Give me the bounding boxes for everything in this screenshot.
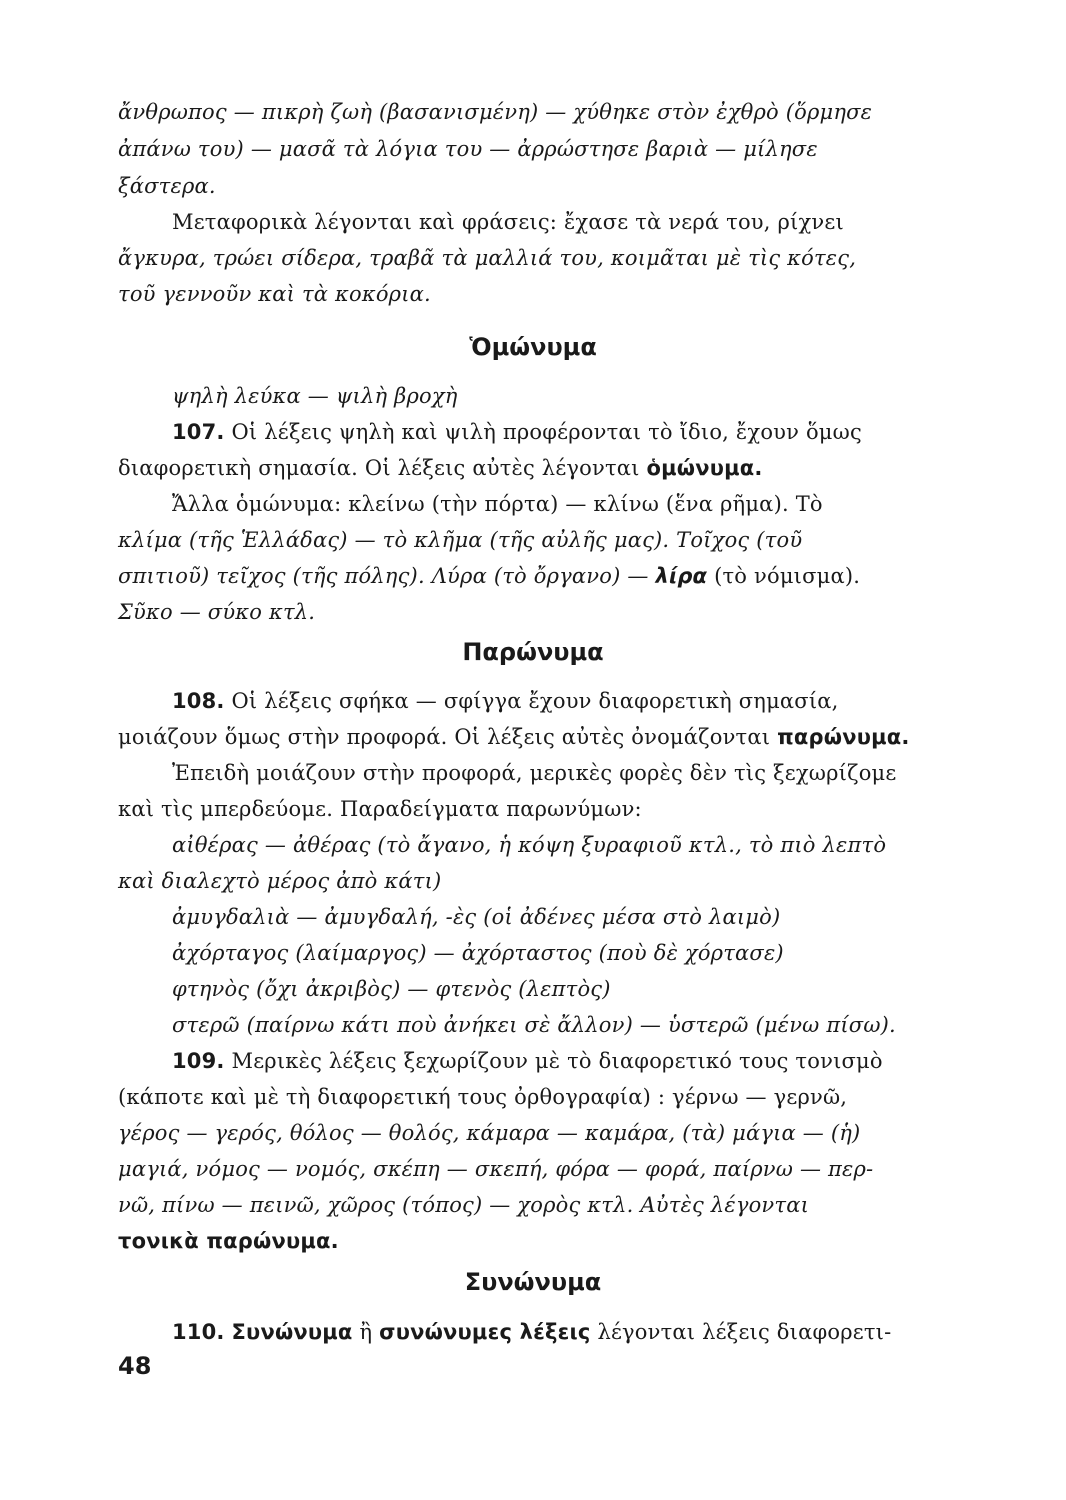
text-line: ἀπάνω του) — μασᾶ τὰ λόγια του — ἀρρώστησε βαριὰ — μίλησε: [118, 137, 818, 161]
paragraph-108-line: [118, 722, 938, 752]
example-line: αἰθέρας — ἀθέρας (τὸ ἄγανο, ἡ κόψη ξυραφιοῦ κτλ., τὸ πιὸ λεπτὸ: [172, 833, 887, 857]
paragraph-107-line: [118, 453, 938, 483]
paragraph-108-line: [172, 686, 992, 716]
term-synonymous-words: συνώνυμες λέξεις: [379, 1320, 591, 1344]
paragraph-109-line: [118, 1226, 938, 1256]
text-line: ἄνθρωπος — πικρὴ ζωὴ (βασανισμένη) — χύθηκε στὸν ἐχθρὸ (ὅρμησε: [118, 100, 873, 124]
example-line: ψηλὴ λεύκα — ψιλὴ βροχὴ: [172, 384, 458, 408]
text-line: ξάστερα.: [118, 174, 216, 198]
section-heading-paronyms: Παρώνυμα: [462, 638, 604, 666]
text-span: Οἱ λέξεις ψηλὴ καὶ ψιλὴ προφέρονται τὸ ἴδιο, ἔχουν ὅμως: [231, 420, 862, 444]
paragraph-107-line: [172, 417, 992, 447]
paragraph-109-line: μαγιά, νόμος — νομός, σκέπη — σκεπή, φόρα — φορά, παίρνω — περ-: [118, 1157, 874, 1181]
paragraph-number: 109.: [172, 1049, 225, 1073]
text-span: ἢ: [359, 1320, 373, 1344]
example-line: ἀμυγδαλιὰ — ἀμυγδαλή, -ὲς (οἱ ἀδένες μέσα στὸ λαιμὸ): [172, 905, 781, 929]
text-span: σπιτιοῦ) τεῖχος (τῆς πόλης). Λύρα (τὸ ὄργανο) —: [118, 564, 649, 588]
text-line: καὶ τὶς μπερδεύομε. Παραδείγματα παρωνύμων:: [118, 797, 642, 821]
text-line: Ἄλλα ὁμώνυμα: κλείνω (τὴν πόρτα) — κλίνω (ἕνα ρῆμα). Τὸ: [172, 492, 823, 516]
example-line: στερῶ (παίρνω κάτι ποὺ ἀνήκει σὲ ἄλλον) — ὑστερῶ (μένω πίσω).: [172, 1013, 896, 1037]
text-span: Μερικὲς λέξεις ξεχωρίζουν μὲ τὸ διαφορετικό τους τονισμὸ: [231, 1049, 883, 1073]
text-line: τοῦ γεννοῦν καὶ τὰ κοκόρια.: [118, 282, 431, 306]
text-line: κλίμα (τῆς Ἑλλάδας) — τὸ κλῆμα (τῆς αὐλῆς μας). Τοῖχος (τοῦ: [118, 528, 803, 552]
section-heading-synonyms: Συνώνυμα: [464, 1268, 602, 1296]
paragraph-number: 107.: [172, 420, 225, 444]
text-span: λέγονται λέξεις διαφορετι-: [597, 1320, 892, 1344]
term-tonal-paronyms: τονικὰ παρώνυμα.: [118, 1229, 339, 1253]
text-line: Μεταφορικὰ λέγονται καὶ φράσεις: ἔχασε τὰ νερά του, ρίχνει: [172, 210, 844, 234]
term-paronyms: παρώνυμα.: [777, 725, 910, 749]
text-span: (τὸ νόμισμα).: [714, 564, 861, 588]
example-line: ἀχόρταγος (λαίμαργος) — ἀχόρταστος (ποὺ δὲ χόρτασε): [172, 941, 784, 965]
paragraph-number: 110.: [172, 1320, 225, 1344]
text-line: Σῦκο — σύκο κτλ.: [118, 600, 316, 624]
paragraph-109-line: νῶ, πίνω — πεινῶ, χῶρος (τόπος) — χορὸς κτλ. Αὐτὲς λέγονται: [118, 1193, 810, 1217]
example-line: καὶ διαλεχτὸ μέρος ἀπὸ κάτι): [118, 869, 442, 893]
paragraph-110-line: [172, 1317, 992, 1347]
paragraph-109-line: (κάποτε καὶ μὲ τὴ διαφορετική τους ὀρθογραφία) : γέρνω — γερνῶ,: [118, 1085, 848, 1109]
term-lira: λίρα: [655, 564, 708, 588]
example-line: φτηνὸς (ὄχι ἀκριβὸς) — φτενὸς (λεπτὸς): [172, 977, 611, 1001]
text-line: Ἐπειδὴ μοιάζουν στὴν προφορά, μερικὲς φορὲς δὲν τὶς ξεχωρίζομε: [172, 761, 897, 785]
text-span: διαφορετικὴ σημασία. Οἱ λέξεις αὐτὲς λέγονται: [118, 456, 640, 480]
term-synonyms: Συνώνυμα: [231, 1320, 353, 1344]
text-span: Οἱ λέξεις σφήκα — σφίγγα ἔχουν διαφορετικὴ σημασία,: [231, 689, 839, 713]
section-heading-homonyms: Ὁμώνυμα: [469, 333, 597, 361]
paragraph-109-line: [172, 1046, 992, 1076]
paragraph-109-line: γέρος — γερός, θόλος — θολός, κάμαρα — καμάρα, (τὰ) μάγια — (ἡ): [118, 1121, 861, 1145]
text-line: [118, 561, 938, 591]
paragraph-number: 108.: [172, 689, 225, 713]
term-homonyms: ὁμώνυμα.: [646, 456, 763, 480]
text-line: ἄγκυρα, τρώει σίδερα, τραβᾶ τὰ μαλλιά του, κοιμᾶται μὲ τὶς κότες,: [118, 246, 857, 270]
page-number: 48: [118, 1352, 152, 1380]
text-span: μοιάζουν ὅμως στὴν προφορά. Οἱ λέξεις αὐτὲς ὀνομάζονται: [118, 725, 771, 749]
